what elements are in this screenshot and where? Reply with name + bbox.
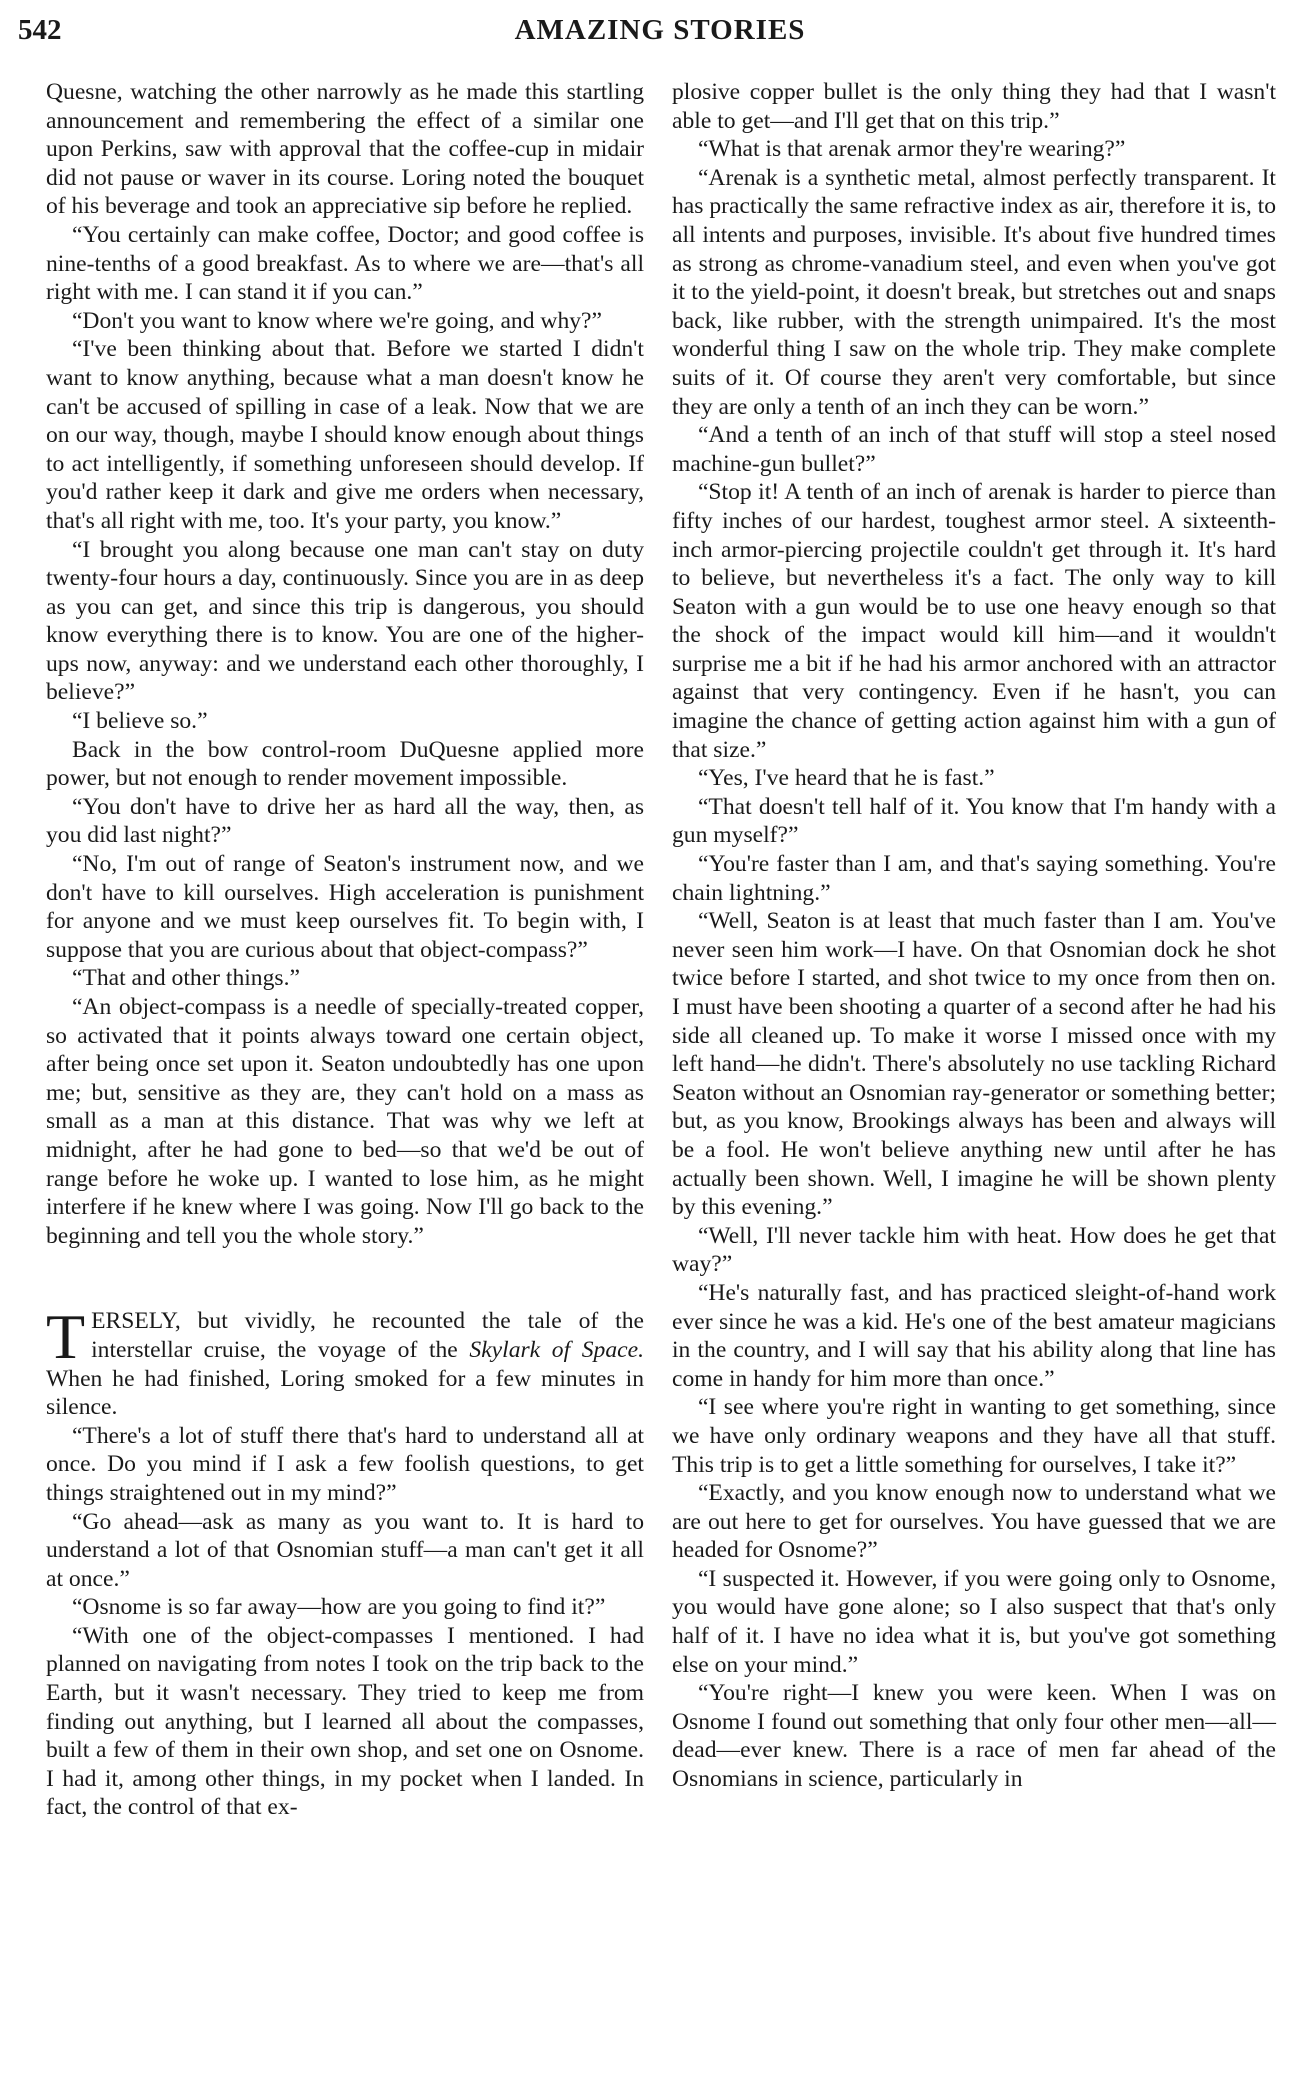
section-opening-paragraph xyxy=(46,1301,644,1421)
paragraph: “What is that arenak armor they're wearing?” xyxy=(697,136,1126,163)
paragraph: “I've been thinking about that. Before we started I didn't want to know anything, because what a man doesn't know he can't be accused of spilling in case of a leak. Now that we are on our way, though, maybe I should know enough about things to act intelligently, if something unforeseen should develop. If you'd rather keep it dark and give me orders when necessary, that's all right with me, too. It's your party, you know.” xyxy=(46,336,644,534)
paragraph: “He's naturally fast, and has practiced sleight-of-hand work ever since he was a kid. He's one of the best amateur magicians in the country, and I will say that his ability along that line has come in handy for him more than once.” xyxy=(672,1279,1276,1392)
paragraph: plosive copper bullet is the only thing they had that I wasn't able to get—and I'll get that on this trip.” xyxy=(672,79,1276,134)
paragraph: “Yes, I've heard that he is fast.” xyxy=(697,765,995,792)
section-break xyxy=(46,1250,644,1307)
paragraph: “Don't you want to know where we're going, and why?” xyxy=(71,307,602,334)
opening-text-end: When he had finished, Loring smoked for a few minutes in silence. xyxy=(46,1365,644,1421)
right-column xyxy=(672,78,1276,1794)
paragraph: “With one of the object-compasses I mentioned. I had planned on navigating from notes I took on the trip back to the Earth, but it wasn't necessary. They tried to keep me from finding out anything, but I learned all about the compasses, built a few of them in their own shop, and set one on Osnome. I had it, among other things, in my pocket when I landed. In fact, the control of that ex- xyxy=(46,1622,644,1821)
paragraph: “You don't have to drive her as hard all the way, then, as you did last night?” xyxy=(46,793,644,849)
paragraph: “An object-compass is a needle of specially-treated copper, so activated that it points always toward one certain object, after being once set upon it. Seaton undoubtedly has one upon me; but, sensitive as they are, they can't hold on a mass as small as a man at this distance. That was why we left at midnight, after he had gone to bed—so that we'd be out of range before he woke up. I wanted to lose him, as he might interfere if he knew where I was going. Now I'll go back to the beginning and tell you the whole story.” xyxy=(46,994,644,1249)
paragraph: “I see where you're right in wanting to get something, since we have only ordinary weapons and they have all that stuff. This trip is to get a little something for ourselves, I take it?” xyxy=(672,1394,1276,1478)
paragraph: “You're faster than I am, and that's saying something. You're chain lightning.” xyxy=(672,851,1276,906)
paragraph: “That doesn't tell half of it. You know that I'm handy with a gun myself?” xyxy=(672,793,1276,849)
paragraph: “That and other things.” xyxy=(71,965,300,992)
paragraph: “I brought you along because one man can't stay on duty twenty-four hours a day, continuously. Since you are in as deep as you can get, and since this trip is dangerous, you should know everything there is to know. You are one of the higher-ups now, anyway: and we understand each other thoroughly, I believe?” xyxy=(46,536,644,706)
paragraph: “No, I'm out of range of Seaton's instrument now, and we don't have to kill ourselves. High acceleration is punishment for anyone and we must keep ourselves fit. To begin with, I suppose that you are curious about that object-compass?” xyxy=(46,851,644,963)
magazine-title: AMAZING STORIES xyxy=(514,14,806,46)
paragraph: Quesne, watching the other narrowly as he made this startling announcement and remembering the effect of a similar one upon Perkins, saw with approval that the coffee-cup in midair did not pause or waver in its course. Loring noted the bouquet of his beverage and took an appreciative sip before he replied. xyxy=(46,79,644,220)
paragraph: “And a tenth of an inch of that stuff will stop a steel nosed machine-gun bullet?” xyxy=(672,422,1276,477)
paragraph: “Stop it! A tenth of an inch of arenak is harder to pierce than fifty inches of our hardest, toughest armor steel. A sixteenth-inch armor-piercing projectile couldn't get through it. It's hard to believe, but nevertheless it's a fact. The only way to kill Seaton with a gun would be to use one heavy enough so that the shock of the impact would kill him—and it wouldn't surprise me a bit if he had his armor anchored with an attractor against that very contingency. Even if he hasn't, you can imagine the chance of getting action against him with a gun of that size.” xyxy=(672,479,1276,763)
paragraph: “Go ahead—ask as many as you want to. It is hard to understand a lot of that Osnomian stuff—a man can't get it all at once.” xyxy=(46,1508,644,1592)
paragraph: “Well, I'll never tackle him with heat. How does he get that way?” xyxy=(672,1222,1276,1278)
paragraph: “There's a lot of stuff there that's hard to understand all at once. Do you mind if I ask a few foolish questions, to get things straightened out in my mind?” xyxy=(46,1422,644,1506)
page-number: 542 xyxy=(18,14,62,46)
opening-text: ERSELY, but vividly, he recounted the tale of the interstellar cruise, the voyage of the xyxy=(91,1308,644,1363)
drop-cap: T xyxy=(46,1301,86,1373)
paragraph: “Well, Seaton is at least that much faster than I am. You've never seen him work—I have. On that Osnomian dock he shot twice before I started, and shot twice to my once from then on. I must have been shooting a quarter of a second after he had his side all cleaned up. To make it worse I missed once with my left hand—he didn't. There's absolutely no use tackling Richard Seaton without an Osnomian ray-generator or something better; but, as you know, Brookings always has been and always will be a fool. He won't believe anything new until after he has actually been shown. Well, I imagine he will be shown plenty by this evening.” xyxy=(672,908,1276,1221)
paragraph: “I suspected it. However, if you were going only to Osnome, you would have gone alone; so I also suspect that that's only half of it. I have no idea what it is, but you've got something else on your mind.” xyxy=(672,1565,1276,1678)
paragraph: “Arenak is a synthetic metal, almost perfectly transparent. It has practically the same refractive index as air, therefore it is, to all intents and purposes, invisible. It's about five hundred times as strong as chrome-vanadium steel, and even when you've got it to the yield-point, it doesn't break, but stretches out and snaps back, like rubber, with the strength unimpaired. It's the most wonderful thing I saw on the whole trip. They make complete suits of it. Of course they aren't very comfortable, but since they are only a tenth of an inch they can be worn.” xyxy=(672,164,1276,420)
paragraph: “You're right—I knew you were keen. When I was on Osnome I found out something that only four other men—all—dead—ever knew. There is a race of men far ahead of the Osnomians in science, particularly in xyxy=(672,1680,1276,1793)
story-title: Skylark of Space. xyxy=(469,1336,644,1363)
paragraph: “Exactly, and you know enough now to understand what we are out here to get for ourselves. You have guessed that we are headed for Osnome?” xyxy=(672,1480,1276,1564)
left-paragraphs-before-break xyxy=(46,78,644,1250)
paragraph: “You certainly can make coffee, Doctor; and good coffee is nine-tenths of a good breakfast. As to where we are—that's all right with me. I can stand it if you can.” xyxy=(46,221,644,306)
left-column xyxy=(46,78,644,1822)
left-paragraphs-after-break xyxy=(46,1422,644,1822)
paragraph: “Osnome is so far away—how are you going to find it?” xyxy=(71,1594,606,1621)
right-paragraphs xyxy=(672,78,1276,1794)
paragraph: Back in the bow control-room DuQuesne applied more power, but not enough to render movement impossible. xyxy=(46,736,644,792)
paragraph: “I believe so.” xyxy=(71,708,208,735)
